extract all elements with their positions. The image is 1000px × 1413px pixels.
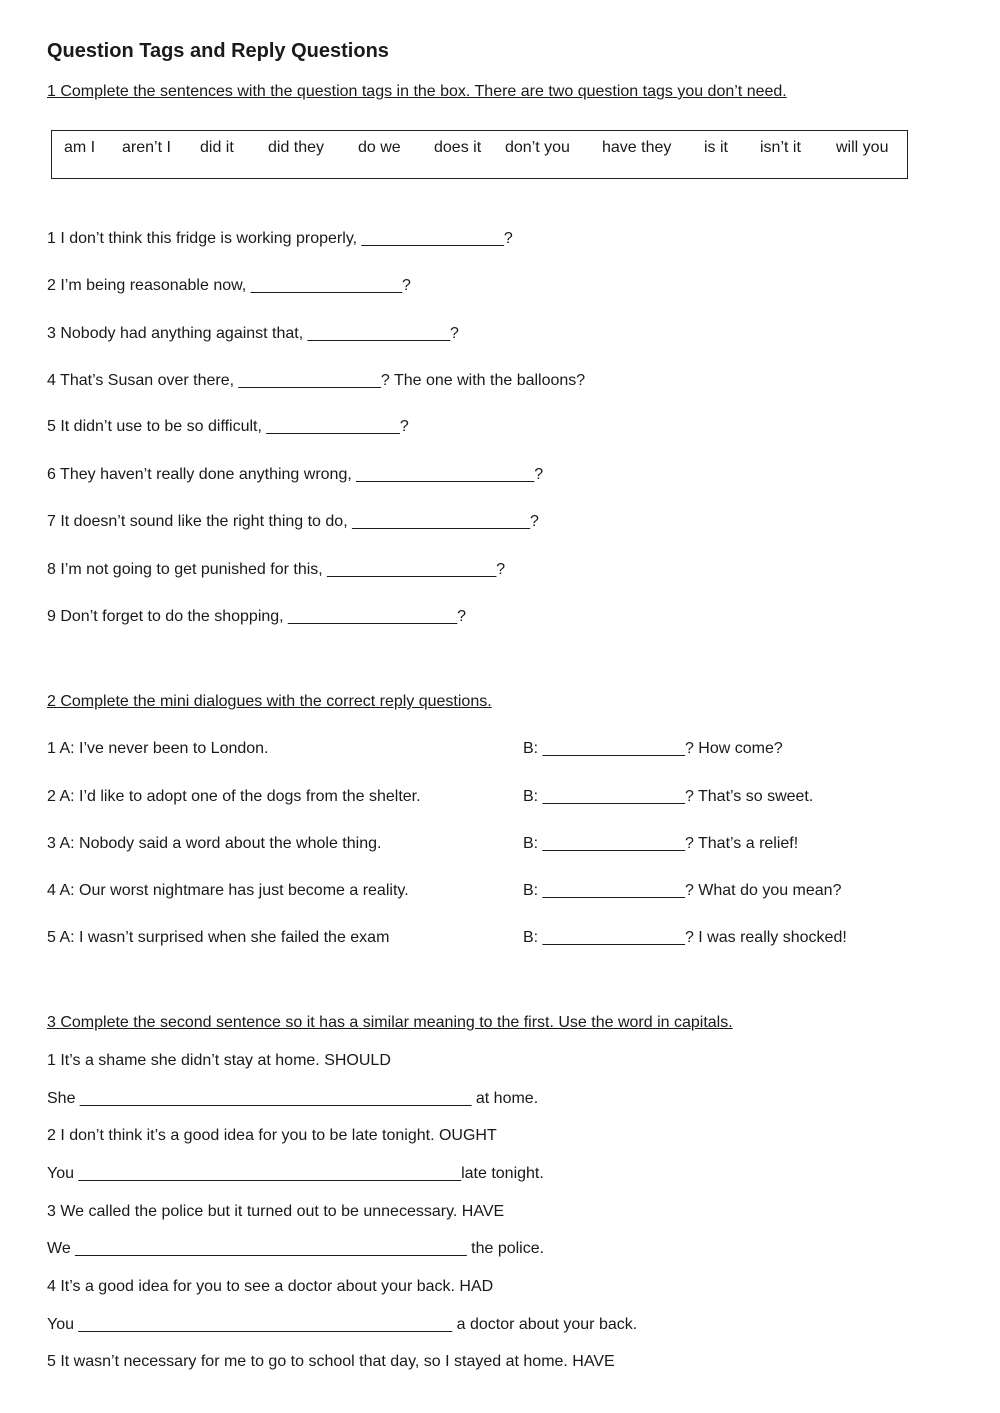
tag-option: don’t you [505, 139, 570, 156]
tag-option: is it [704, 139, 728, 156]
dialogue-a-line: 5 A: I wasn’t surprised when she failed the exam [47, 929, 390, 946]
exercise-1-item: 4 That’s Susan over there, ________________? The one with the balloons? [47, 372, 586, 389]
page-title: Question Tags and Reply Questions [47, 40, 389, 62]
exercise-1-item: 2 I’m being reasonable now, _________________? [47, 277, 411, 294]
dialogue-b-line: B: ________________? That’s so sweet. [523, 788, 814, 805]
exercise-1-item: 9 Don’t forget to do the shopping, ___________________? [47, 608, 467, 625]
transformation-answer-line: We ____________________________________________ the police. [47, 1240, 545, 1257]
section-1-heading: 1 Complete the sentences with the question tags in the box. There are two question tags you don’t need. [47, 83, 787, 100]
dialogue-a-line: 4 A: Our worst nightmare has just become a reality. [47, 882, 409, 899]
tag-option: does it [434, 139, 482, 156]
dialogue-b-line: B: ________________? That’s a relief! [523, 835, 799, 852]
tag-option: have they [602, 139, 672, 156]
exercise-1-item: 8 I’m not going to get punished for this, ___________________? [47, 561, 506, 578]
dialogue-b-line: B: ________________? I was really shocked! [523, 929, 847, 946]
section-3-heading: 3 Complete the second sentence so it has a similar meaning to the first. Use the word in capitals. [47, 1014, 733, 1031]
transformation-prompt: 2 I don’t think it’s a good idea for you to be late tonight. OUGHT [47, 1127, 497, 1144]
transformation-prompt: 5 It wasn’t necessary for me to go to school that day, so I stayed at home. HAVE [47, 1353, 615, 1370]
tag-option: am I [64, 139, 96, 156]
transformation-answer-line: You __________________________________________ a doctor about your back. [47, 1316, 638, 1333]
transformation-prompt: 1 It’s a shame she didn’t stay at home. SHOULD [47, 1052, 391, 1069]
tag-option: do we [358, 139, 401, 156]
tag-option: will you [836, 139, 889, 156]
tag-option: isn’t it [760, 139, 801, 156]
dialogue-b-line: B: ________________? How come? [523, 740, 783, 757]
tag-option: aren’t I [122, 139, 171, 156]
dialogue-a-line: 2 A: I’d like to adopt one of the dogs from the shelter. [47, 788, 421, 805]
transformation-answer-line: You ___________________________________________late tonight. [47, 1165, 544, 1182]
tag-option: did it [200, 139, 234, 156]
transformation-prompt: 3 We called the police but it turned out to be unnecessary. HAVE [47, 1203, 505, 1220]
exercise-1-item: 1 I don’t think this fridge is working properly, ________________? [47, 230, 513, 247]
dialogue-b-line: B: ________________? What do you mean? [523, 882, 842, 899]
exercise-1-item: 3 Nobody had anything against that, ________________? [47, 325, 459, 342]
dialogue-a-line: 3 A: Nobody said a word about the whole thing. [47, 835, 382, 852]
section-2-heading: 2 Complete the mini dialogues with the correct reply questions. [47, 693, 492, 710]
tag-option: did they [268, 139, 325, 156]
dialogue-a-line: 1 A: I’ve never been to London. [47, 740, 269, 757]
exercise-1-item: 5 It didn’t use to be so difficult, _______________? [47, 418, 409, 435]
transformation-prompt: 4 It’s a good idea for you to see a doctor about your back. HAD [47, 1278, 494, 1295]
exercise-1-item: 6 They haven’t really done anything wrong, ____________________? [47, 466, 544, 483]
transformation-answer-line: She ____________________________________________ at home. [47, 1090, 539, 1107]
exercise-1-item: 7 It doesn’t sound like the right thing to do, ____________________? [47, 513, 539, 530]
